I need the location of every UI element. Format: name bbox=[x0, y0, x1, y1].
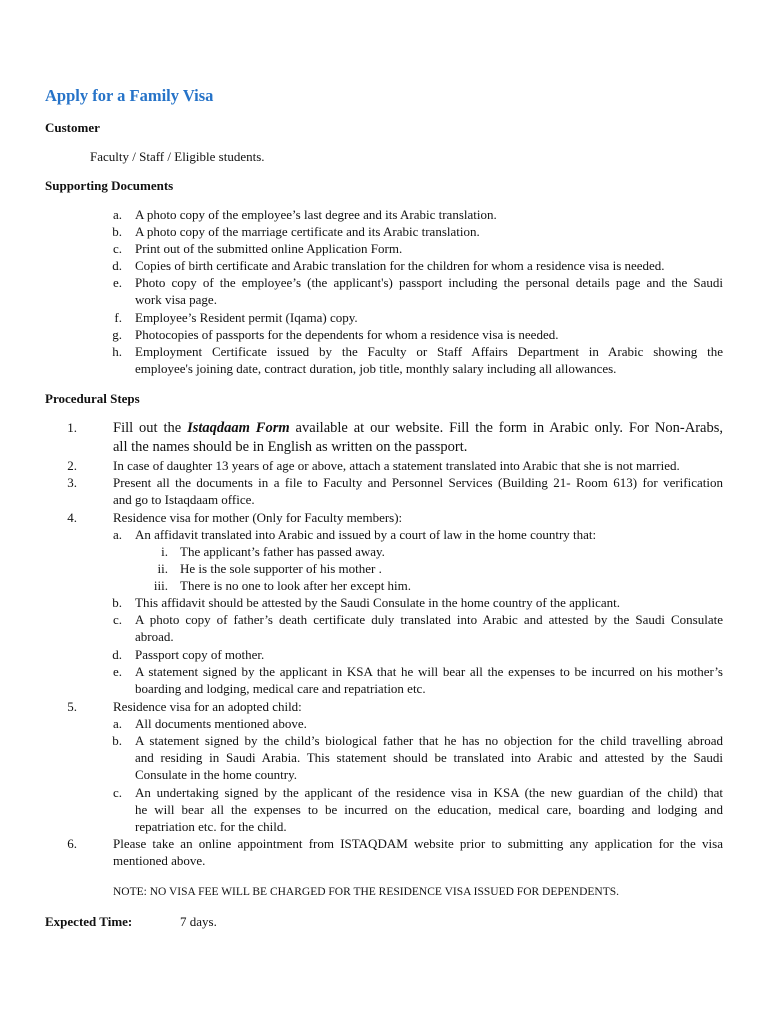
supporting-heading: Supporting Documents bbox=[45, 178, 174, 193]
customer-heading: Customer bbox=[45, 120, 100, 135]
document-page: Apply for a Family Visa Customer Faculty / Staff / Eligible students. Supporting Documents a. A photo copy of the employee’s last degree and its Arabic translation. b. A photo copy of the marriage certificate and its Arabic translation. c. Print out of the submitted online Application Form. d. Copies of birth certificate and Arabic translation for the children for whom a residence visa is needed. e. Photo copy of the employee’s (the applicant's) passport including the personal details page and the Saudi work visa page. f. Employee’s Resident permit (Iqama) copy. g. Photocopies of passports for the dependents for whom a residence visa is needed. h. Employment Certificate issued by the Faculty or Staff Affairs Department in Arabic showing the employee's joining date, contract duration, job title, monthly salary including all allowances. Procedural Steps 1. Fill out the Istaqdaam Form available at our website. Fill the form in Arabic only. For Non-Arabs, all the names should be in English as written on the passport. 2. In case of daughter 13 years of age or above, attach a statement translated into Arabic that she is not married. 3. Present all the documents in a file to Faculty and Personnel Services (Building 21- Room 613) for verification and go to Istaqdaam office. 4. Residence visa for mother (Only for Faculty members): a. An affidavit translated into Arabic and issued by a court of law in the home country that: i. The applicant’s father has passed away. ii. He is the sole supporter of his mother . iii. There is no one to look after her except him. b. This affidavit should be attested by the Saudi Consulate in the home country of the applicant. c. A photo copy of father’s death certificate duly translated into Arabic and attested by the Saudi Consulate abroad. d. Passport copy of mother. e. A statement signed by the applicant in KSA that he will bear all the expenses to be incurred on his mother’s boarding and lodging, medical care and repatriation etc. 5. Residence visa for an adopted child: a. All documents mentioned above. b. A statement signed by the child’s biological father that he has no objection for the child travelling abroad and residing in Saudi Arabia. This statement should be translated into Arabic and attested by the Saudi Consulate in the home country. c. An undertaking signed by the applicant of the residence visa in KSA (the new guardian of the child) that he will bear all the expenses to be incurred on the education, medical care, boarding and lodging and repatriation etc. for the child. 6. Please take an online appointment from ISTAQDAM website prior to submitting any application for the visa mentioned above. NOTE: NO VISA FEE WILL BE CHARGED FOR THE RESIDENCE VISA ISSUED FOR DEPENDENTS. Expected Time: 7 days. bbox=[45, 86, 723, 929]
page-title: Apply for a Family Visa bbox=[45, 86, 214, 105]
istaqdaam-form-name: Istaqdaam Form bbox=[187, 420, 290, 436]
visa-fee-note: NOTE: NO VISA FEE WILL BE CHARGED FOR THE RESIDENCE VISA ISSUED FOR DEPENDENTS. bbox=[113, 886, 620, 898]
customer-text: Faculty / Staff / Eligible students. bbox=[90, 149, 265, 164]
expected-time-label: Expected Time: bbox=[45, 914, 133, 929]
expected-time-value: 7 days. bbox=[180, 914, 217, 929]
procedural-heading: Procedural Steps bbox=[45, 391, 140, 406]
